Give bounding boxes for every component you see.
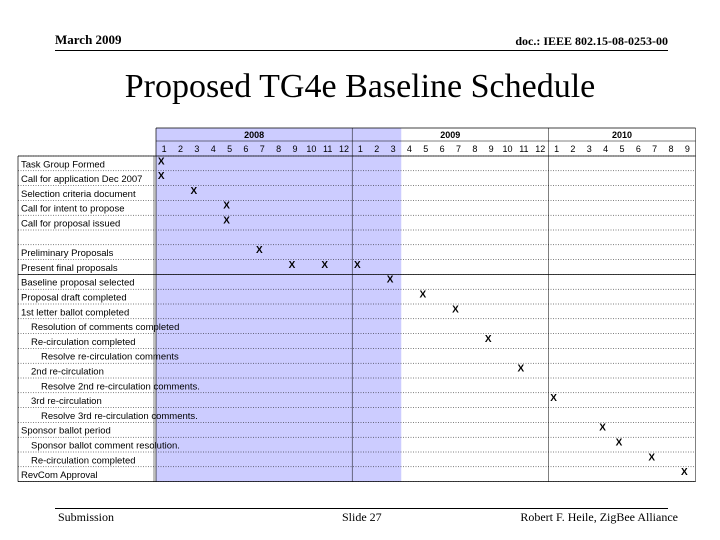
task-label: Sponsor ballot period [21,425,111,437]
month-label: 9 [292,144,298,154]
header-doc-id: doc.: IEEE 802.15-08-0253-00 [515,34,668,48]
month-label: 4 [406,144,412,154]
month-label: 11 [323,144,333,154]
task-label: Resolve re-circulation comments [41,351,179,363]
header-date: March 2009 [55,32,122,47]
month-label: 6 [243,144,249,154]
month-label: 6 [635,144,641,154]
footer-slide-number: Slide 27 [342,510,382,524]
task-label: Resolution of comments completed [31,322,180,334]
milestone-mark: X [681,467,688,479]
year-label: 2008 [244,130,265,140]
milestone-mark: X [321,259,329,271]
milestone-mark: X [484,333,492,345]
milestone-mark: X [223,200,230,212]
month-label: 8 [472,144,478,154]
month-label: 6 [439,144,445,154]
milestone-mark: X [517,363,525,375]
task-label: Resolve 3rd re-circulation comments. [41,410,198,422]
month-label: 7 [652,144,658,154]
month-label: 9 [684,144,690,154]
milestone-mark: X [157,156,165,168]
month-label: 1 [161,144,167,154]
month-label: 5 [423,144,429,154]
month-label: 9 [488,144,494,154]
task-label: 2nd re-circulation [31,366,104,378]
month-label: 11 [519,144,529,154]
task-label: Sponsor ballot comment resolution. [31,440,180,452]
milestone-mark: X [255,245,263,257]
task-label: RevCom Approval [21,470,98,482]
task-label: 3rd re-circulation [31,396,102,408]
month-label: 1 [554,144,560,154]
milestone-mark: X [190,185,198,197]
month-label: 10 [306,144,317,154]
milestone-mark: X [452,304,459,316]
footer-rule [55,508,668,509]
month-label: 12 [535,144,546,154]
month-label: 7 [259,144,265,154]
milestone-mark: X [419,289,427,301]
milestone-mark: X [550,393,557,405]
task-label: Call for intent to propose [21,203,125,215]
month-label: 10 [502,144,513,154]
shaded-period-band [156,128,401,482]
task-label: Preliminary Proposals [21,248,114,260]
milestone-mark: X [223,215,230,227]
month-label: 5 [227,144,233,154]
month-label: 3 [194,144,200,154]
milestone-mark: X [157,171,165,183]
task-label: Call for proposal issued [21,218,121,230]
month-label: 4 [210,144,216,154]
task-label: Selection criteria document [21,188,136,200]
slide-title: Proposed TG4e Baseline Schedule [124,68,596,105]
task-label: Re-circulation completed [31,336,136,348]
month-label: 3 [390,144,396,154]
month-label: 12 [339,144,350,154]
task-label: Task Group Formed [21,159,105,171]
month-label: 1 [357,144,363,154]
milestone-mark: X [615,437,623,449]
task-label: Present final proposals [21,262,118,274]
month-label: 2 [178,144,184,154]
milestone-mark: X [648,452,656,464]
milestone-mark: X [354,259,361,271]
year-label: 2010 [611,130,632,140]
month-label: 8 [668,144,674,154]
milestone-mark: X [288,259,296,271]
month-label: 2 [374,144,380,154]
task-label: Proposal draft completed [21,292,127,304]
month-label: 8 [276,144,282,154]
task-label: Call for application Dec 2007 [21,174,143,186]
month-label: 3 [586,144,592,154]
month-label: 4 [603,144,609,154]
month-label: 5 [619,144,625,154]
month-label: 7 [455,144,461,154]
month-label: 2 [570,144,576,154]
footer-submission: Submission [58,510,115,524]
milestone-mark: X [599,422,606,434]
task-label: 1st letter ballot completed [21,307,130,319]
footer-author: Robert F. Heile, ZigBee Alliance [520,510,678,524]
year-label: 2009 [440,130,461,140]
task-label: Re-circulation completed [31,455,136,467]
milestone-mark: X [386,274,394,286]
task-label: Baseline proposal selected [21,277,135,289]
task-label: Resolve 2nd re-circulation comments. [41,381,200,393]
